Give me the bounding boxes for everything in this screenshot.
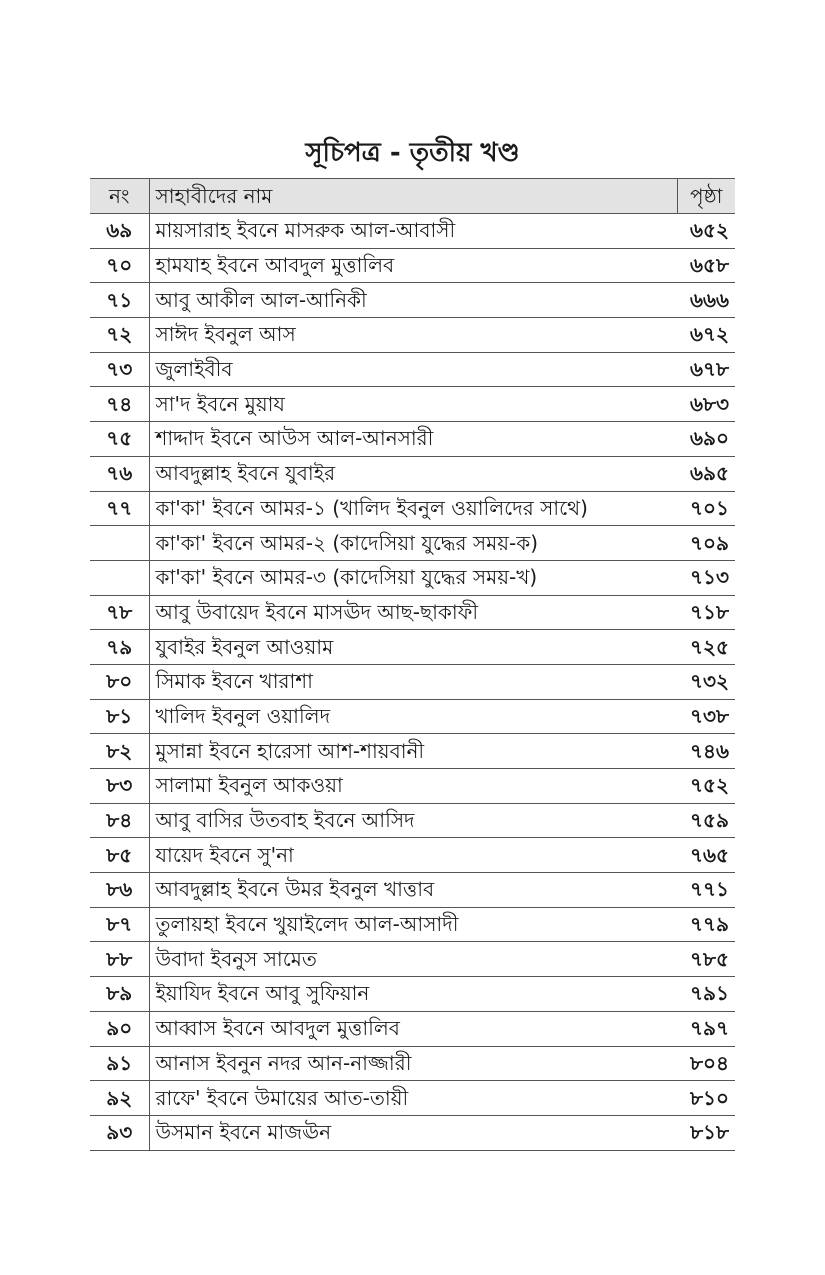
entry-name: আনাস ইবনুন নদর আন-নাজ্জারী: [149, 1046, 677, 1081]
table-row: [90, 595, 735, 630]
entry-number: ৭১: [90, 283, 149, 318]
entry-page: ৬৯৫: [677, 456, 735, 491]
entry-number: ৮১: [90, 699, 149, 734]
table-row: [90, 387, 735, 422]
entry-number: ৭৮: [90, 595, 149, 630]
entry-name: উবাদা ইবনুস সামেত: [149, 942, 677, 977]
entry-name: আবদুল্লাহ ইবনে যুবাইর: [149, 456, 677, 491]
table-row: [90, 526, 735, 561]
entry-name: সিমাক ইবনে খারাশা: [149, 664, 677, 699]
entry-name: আবদুল্লাহ ইবনে উমর ইবনুল খাত্তাব: [149, 873, 677, 908]
entry-name: সাঈদ ইবনুল আস: [149, 318, 677, 353]
entry-number: ৭৫: [90, 422, 149, 457]
header-number: নং: [90, 179, 149, 214]
entry-name: জুলাইবীব: [149, 352, 677, 387]
entry-name: রাফে' ইবনে উমায়ের আত-তায়ী: [149, 1081, 677, 1116]
entry-number: ৯১: [90, 1046, 149, 1081]
table-row: [90, 664, 735, 699]
entry-page: ৬৫৮: [677, 248, 735, 283]
entry-number: ৯৩: [90, 1115, 149, 1150]
entry-page: ৭২৫: [677, 630, 735, 665]
entry-name: যায়েদ ইবনে সু'না: [149, 838, 677, 873]
entry-page: ৮১৮: [677, 1115, 735, 1150]
table-row: [90, 907, 735, 942]
table-row: [90, 873, 735, 908]
page-title: সূচিপত্র - তৃতীয় খণ্ড: [305, 138, 520, 169]
entry-name: ইয়াযিদ ইবনে আবু সুফিয়ান: [149, 977, 677, 1012]
entry-name: তুলায়হা ইবনে খুয়াইলেদ আল-আসাদী: [149, 907, 677, 942]
entry-page: ৭১৮: [677, 595, 735, 630]
table-row: [90, 1011, 735, 1046]
table-row: [90, 491, 735, 526]
entry-number: ৮৭: [90, 907, 149, 942]
entry-page: ৮১০: [677, 1081, 735, 1116]
table-row: [90, 699, 735, 734]
table-row: [90, 283, 735, 318]
entry-number: ৮৪: [90, 803, 149, 838]
entry-page: ৭৯১: [677, 977, 735, 1012]
entry-page: ৭৫৯: [677, 803, 735, 838]
entry-name: মুসান্না ইবনে হারেসা আশ-শায়বানী: [149, 734, 677, 769]
entry-page: ৭৮৫: [677, 942, 735, 977]
entry-name: শাদ্দাদ ইবনে আউস আল-আনসারী: [149, 422, 677, 457]
entry-page: ৭৪৬: [677, 734, 735, 769]
entry-number: ৮৯: [90, 977, 149, 1012]
table-row: [90, 630, 735, 665]
entry-page: ৭৫২: [677, 769, 735, 804]
entry-name: যুবাইর ইবনুল আওয়াম: [149, 630, 677, 665]
entry-page: ৬৭৮: [677, 352, 735, 387]
entry-page: ৮০৪: [677, 1046, 735, 1081]
entry-number: ৭৩: [90, 352, 149, 387]
entry-page: ৭০১: [677, 491, 735, 526]
entry-name: কা'কা' ইবনে আমর-১ (খালিদ ইবনুল ওয়ালিদের সাথে): [149, 491, 677, 526]
entry-name: খালিদ ইবনুল ওয়ালিদ: [149, 699, 677, 734]
entry-number: ৭২: [90, 318, 149, 353]
entry-number: [90, 560, 149, 595]
entry-page: ৭১৩: [677, 560, 735, 595]
entry-name: সা'দ ইবনে মুয়ায: [149, 387, 677, 422]
entry-name: মায়সারাহ ইবনে মাসরুক আল-আবাসী: [149, 214, 677, 249]
entry-page: ৭৬৫: [677, 838, 735, 873]
table-row: [90, 422, 735, 457]
entry-number: ৭৪: [90, 387, 149, 422]
entry-page: ৬৭২: [677, 318, 735, 353]
entry-name: আবু আকীল আল-আনিকী: [149, 283, 677, 318]
entry-name: আব্বাস ইবনে আবদুল মুত্তালিব: [149, 1011, 677, 1046]
table-row: [90, 352, 735, 387]
entry-page: ৬৯০: [677, 422, 735, 457]
entry-number: ৮৩: [90, 769, 149, 804]
table-row: [90, 1115, 735, 1150]
entry-number: [90, 526, 149, 561]
table-row: [90, 248, 735, 283]
table-row: [90, 560, 735, 595]
entry-name: হামযাহ ইবনে আবদুল মুত্তালিব: [149, 248, 677, 283]
entry-name: আবু উবায়েদ ইবনে মাসঊদ আছ-ছাকাফী: [149, 595, 677, 630]
entry-number: ৮৮: [90, 942, 149, 977]
table-row: [90, 803, 735, 838]
entry-number: ৯২: [90, 1081, 149, 1116]
table-row: [90, 456, 735, 491]
table-row: [90, 977, 735, 1012]
entry-name: কা'কা' ইবনে আমর-২ (কাদেসিয়া যুদ্ধের সময়-ক): [149, 526, 677, 561]
entry-page: ৭৭৯: [677, 907, 735, 942]
contents-table: [90, 178, 735, 1151]
table-row: [90, 1081, 735, 1116]
entry-page: ৭৩৮: [677, 699, 735, 734]
entry-page: ৬৫২: [677, 214, 735, 249]
table-row: [90, 1046, 735, 1081]
entry-number: ৬৯: [90, 214, 149, 249]
entry-number: ৮০: [90, 664, 149, 699]
entry-page: ৬৮৩: [677, 387, 735, 422]
table-row: [90, 318, 735, 353]
entry-page: ৭৯৭: [677, 1011, 735, 1046]
table-row: [90, 734, 735, 769]
entry-number: ৯০: [90, 1011, 149, 1046]
entry-number: ৭০: [90, 248, 149, 283]
entry-name: উসমান ইবনে মাজঊন: [149, 1115, 677, 1150]
table-row: [90, 838, 735, 873]
table-header-row: [90, 179, 735, 214]
header-name: সাহাবীদের নাম: [149, 179, 677, 214]
entry-number: ৭৬: [90, 456, 149, 491]
entry-name: কা'কা' ইবনে আমর-৩ (কাদেসিয়া যুদ্ধের সময়-খ): [149, 560, 677, 595]
entry-page: ৬৬৬: [677, 283, 735, 318]
table-row: [90, 769, 735, 804]
table-body: [90, 214, 735, 1151]
entry-page: ৭৭১: [677, 873, 735, 908]
entry-number: ৮৬: [90, 873, 149, 908]
entry-number: ৭৯: [90, 630, 149, 665]
entry-page: ৭০৯: [677, 526, 735, 561]
entry-name: আবু বাসির উতবাহ ইবনে আসিদ: [149, 803, 677, 838]
entry-number: ৮২: [90, 734, 149, 769]
entry-number: ৭৭: [90, 491, 149, 526]
entry-page: ৭৩২: [677, 664, 735, 699]
header-page: পৃষ্ঠা: [677, 179, 735, 214]
entry-number: ৮৫: [90, 838, 149, 873]
entry-name: সালামা ইবনুল আকওয়া: [149, 769, 677, 804]
table-row: [90, 214, 735, 249]
table-row: [90, 942, 735, 977]
